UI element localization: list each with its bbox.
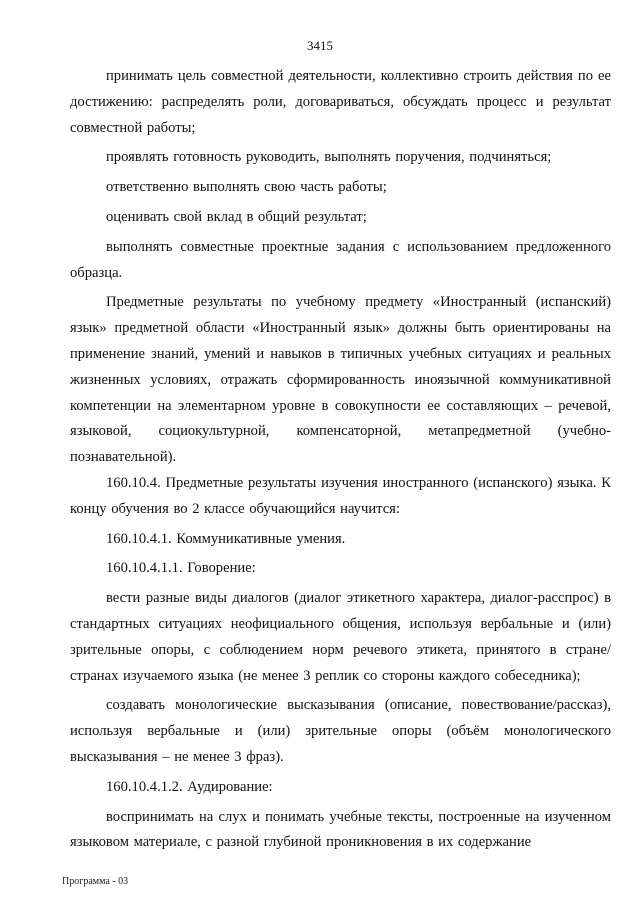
paragraph-dialogues: вести разные виды диалогов (диалог этикетного характера, диалог-расспрос) в стандартных ситуациях неофициального общения, используя вербальные и (или) зрительные опоры, с соблюдением норм речевого этикета, принятого в стране/странах изучаемого языка (не менее 3 реплик со стороны каждого собеседника); <box>70 590 611 684</box>
paragraph-subject-results: Предметные результаты по учебному предмету «Иностранный (испанский) язык» предметной области «Иностранный язык» должны быть ориентированы на применение знаний, умений и навыков в типичных учебных ситуациях и реальных жизненных условиях, отражать сформированность иноязычной коммуникативной компетенции на элементарном уровне в совокупности ее составляющих – речевой, языковой, социокультурной, компенсаторной, метапредметной (учебно-познавательной). <box>70 294 611 466</box>
paragraph-speaking: 160.10.4.1.1. Говорение: <box>106 560 256 577</box>
paragraph-monologues: создавать монологические высказывания (описание, повествование/рассказ), используя вербальные и (или) зрительные опоры (объём монологического высказывания – не менее 3 фраз). <box>70 697 611 765</box>
paragraph-section-160-10-4: 160.10.4. Предметные результаты изучения иностранного (испанского) языка. К концу обучения во 2 классе обучающийся научится: <box>70 474 611 517</box>
paragraph-leadership: проявлять готовность руководить, выполнять поручения, подчиняться; <box>106 149 552 166</box>
document-body <box>70 64 611 856</box>
paragraph-contribution: оценивать свой вклад в общий результат; <box>106 208 367 225</box>
footer-program-code: Программа - 03 <box>62 876 129 887</box>
paragraph-projects: выполнять совместные проектные задания с использованием предложенного образца. <box>70 238 611 281</box>
paragraph-responsibility: ответственно выполнять свою часть работы; <box>106 179 387 196</box>
paragraph-listening: 160.10.4.1.2. Аудирование: <box>106 778 273 795</box>
paragraph-joint-activity: принимать цель совместной деятельности, коллективно строить действия по ее достижению: распределять роли, договариваться, обсуждать процесс и результат совместной работы; <box>70 68 611 136</box>
paragraph-listening-texts: воспринимать на слух и понимать учебные тексты, построенные на изученном языковом материале, с разной глубиной проникновения в их содержание <box>70 808 611 851</box>
page-number: 3415 <box>307 38 333 53</box>
paragraph-communicative-skills: 160.10.4.1. Коммуникативные умения. <box>106 530 346 547</box>
